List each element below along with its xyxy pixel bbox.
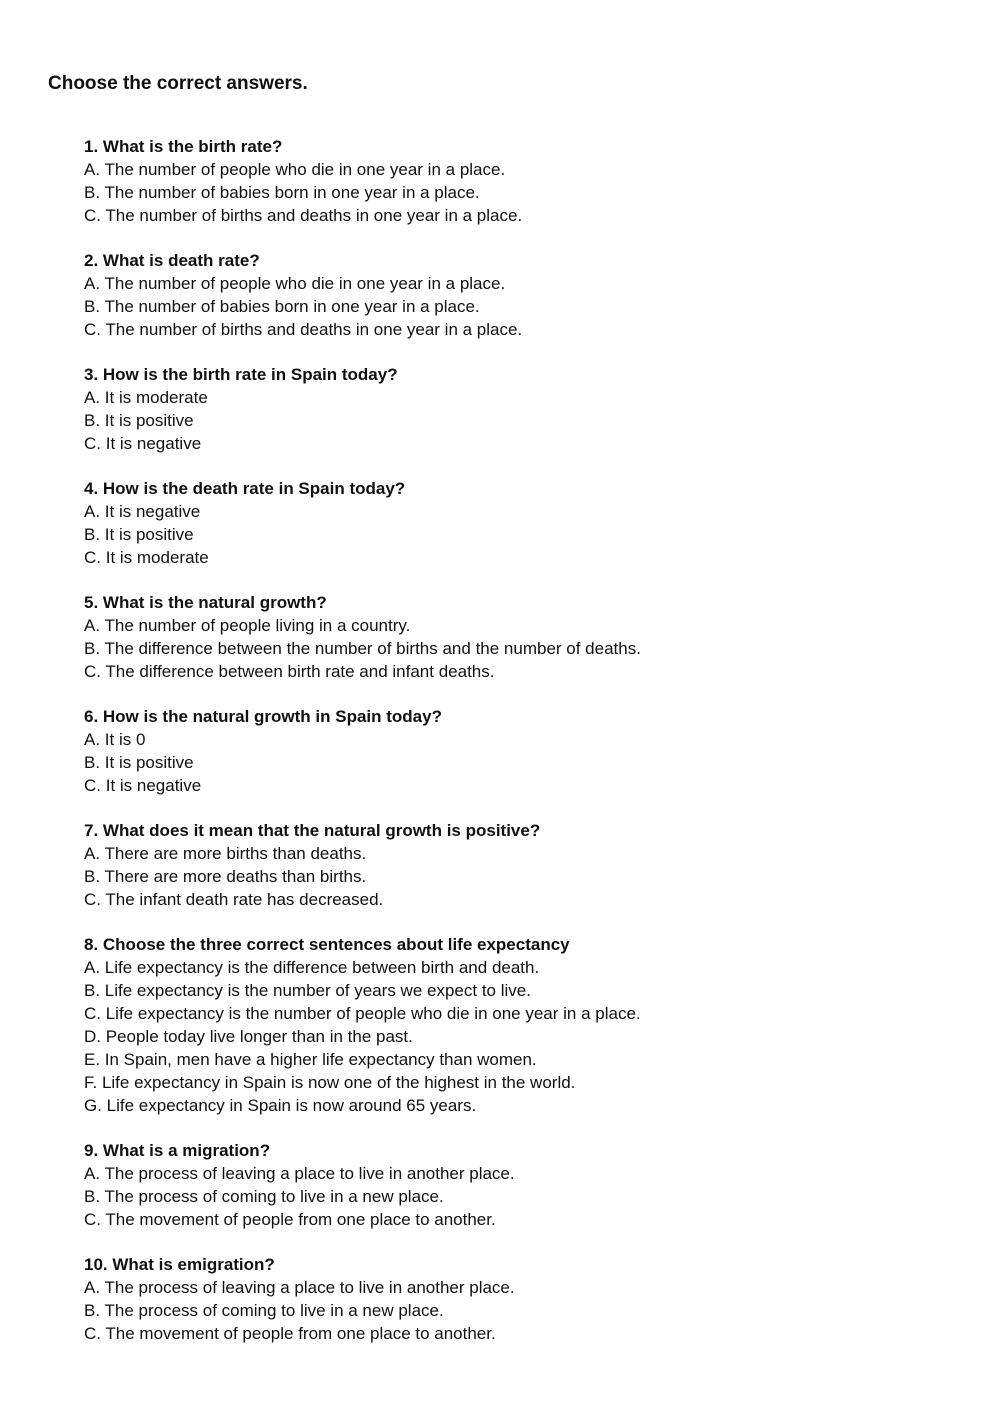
question-9 bbox=[84, 1139, 964, 1231]
answer-option[interactable]: B. It is positive bbox=[84, 753, 194, 772]
answer-option[interactable]: A. The process of leaving a place to live in another place. bbox=[84, 1164, 515, 1183]
answer-option[interactable]: C. The movement of people from one place to another. bbox=[84, 1210, 496, 1229]
answer-option[interactable]: C. The difference between birth rate and infant deaths. bbox=[84, 662, 495, 681]
answer-option[interactable]: D. People today live longer than in the past. bbox=[84, 1027, 413, 1046]
answer-option[interactable]: B. There are more deaths than births. bbox=[84, 867, 367, 886]
question-4 bbox=[84, 477, 964, 569]
answer-option[interactable]: B. Life expectancy is the number of years we expect to live. bbox=[84, 981, 531, 1000]
answer-option[interactable]: C. The number of births and deaths in one year in a place. bbox=[84, 320, 523, 339]
answer-option[interactable]: A. The number of people living in a country. bbox=[84, 616, 411, 635]
question-text: 7. What does it mean that the natural growth is positive? bbox=[84, 821, 541, 840]
question-text: 10. What is emigration? bbox=[84, 1255, 275, 1274]
answer-option[interactable]: E. In Spain, men have a higher life expectancy than women. bbox=[84, 1050, 537, 1069]
question-list bbox=[84, 135, 964, 1367]
answer-option[interactable]: B. The number of babies born in one year in a place. bbox=[84, 183, 480, 202]
question-text: 4. How is the death rate in Spain today? bbox=[84, 479, 406, 498]
question-text: 3. How is the birth rate in Spain today? bbox=[84, 365, 398, 384]
answer-option[interactable]: A. It is 0 bbox=[84, 730, 146, 749]
question-10 bbox=[84, 1253, 964, 1345]
question-text: 8. Choose the three correct sentences about life expectancy bbox=[84, 935, 570, 954]
question-text: 5. What is the natural growth? bbox=[84, 593, 327, 612]
answer-option[interactable]: B. The process of coming to live in a new place. bbox=[84, 1301, 444, 1320]
question-8 bbox=[84, 933, 964, 1117]
answer-option[interactable]: C. It is negative bbox=[84, 776, 202, 795]
answer-option[interactable]: B. It is positive bbox=[84, 525, 194, 544]
answer-option[interactable]: B. The process of coming to live in a new place. bbox=[84, 1187, 444, 1206]
question-1 bbox=[84, 135, 964, 227]
answer-option[interactable]: B. The number of babies born in one year in a place. bbox=[84, 297, 480, 316]
answer-option[interactable]: C. The infant death rate has decreased. bbox=[84, 890, 384, 909]
question-6 bbox=[84, 705, 964, 797]
question-text: 6. How is the natural growth in Spain today? bbox=[84, 707, 442, 726]
answer-option[interactable]: A. The process of leaving a place to live in another place. bbox=[84, 1278, 515, 1297]
question-7 bbox=[84, 819, 964, 911]
answer-option[interactable]: A. It is negative bbox=[84, 502, 201, 521]
answer-option[interactable]: A. There are more births than deaths. bbox=[84, 844, 367, 863]
answer-option[interactable]: C. The number of births and deaths in one year in a place. bbox=[84, 206, 523, 225]
answer-option[interactable]: A. The number of people who die in one year in a place. bbox=[84, 274, 506, 293]
answer-option[interactable]: F. Life expectancy in Spain is now one of the highest in the world. bbox=[84, 1073, 576, 1092]
answer-option[interactable]: C. It is negative bbox=[84, 434, 202, 453]
question-2 bbox=[84, 249, 964, 341]
answer-option[interactable]: A. Life expectancy is the difference between birth and death. bbox=[84, 958, 540, 977]
answer-option[interactable]: B. It is positive bbox=[84, 411, 194, 430]
answer-option[interactable]: B. The difference between the number of births and the number of deaths. bbox=[84, 639, 641, 658]
answer-option[interactable]: C. It is moderate bbox=[84, 548, 209, 567]
answer-option[interactable]: A. It is moderate bbox=[84, 388, 208, 407]
question-text: 9. What is a migration? bbox=[84, 1141, 271, 1160]
instruction-heading: Choose the correct answers. bbox=[48, 73, 308, 94]
answer-option[interactable]: C. The movement of people from one place to another. bbox=[84, 1324, 496, 1343]
question-text: 2. What is death rate? bbox=[84, 251, 260, 270]
answer-option[interactable]: A. The number of people who die in one year in a place. bbox=[84, 160, 506, 179]
question-5 bbox=[84, 591, 964, 683]
answer-option[interactable]: C. Life expectancy is the number of people who die in one year in a place. bbox=[84, 1004, 641, 1023]
question-text: 1. What is the birth rate? bbox=[84, 137, 283, 156]
question-3 bbox=[84, 363, 964, 455]
answer-option[interactable]: G. Life expectancy in Spain is now around 65 years. bbox=[84, 1096, 477, 1115]
